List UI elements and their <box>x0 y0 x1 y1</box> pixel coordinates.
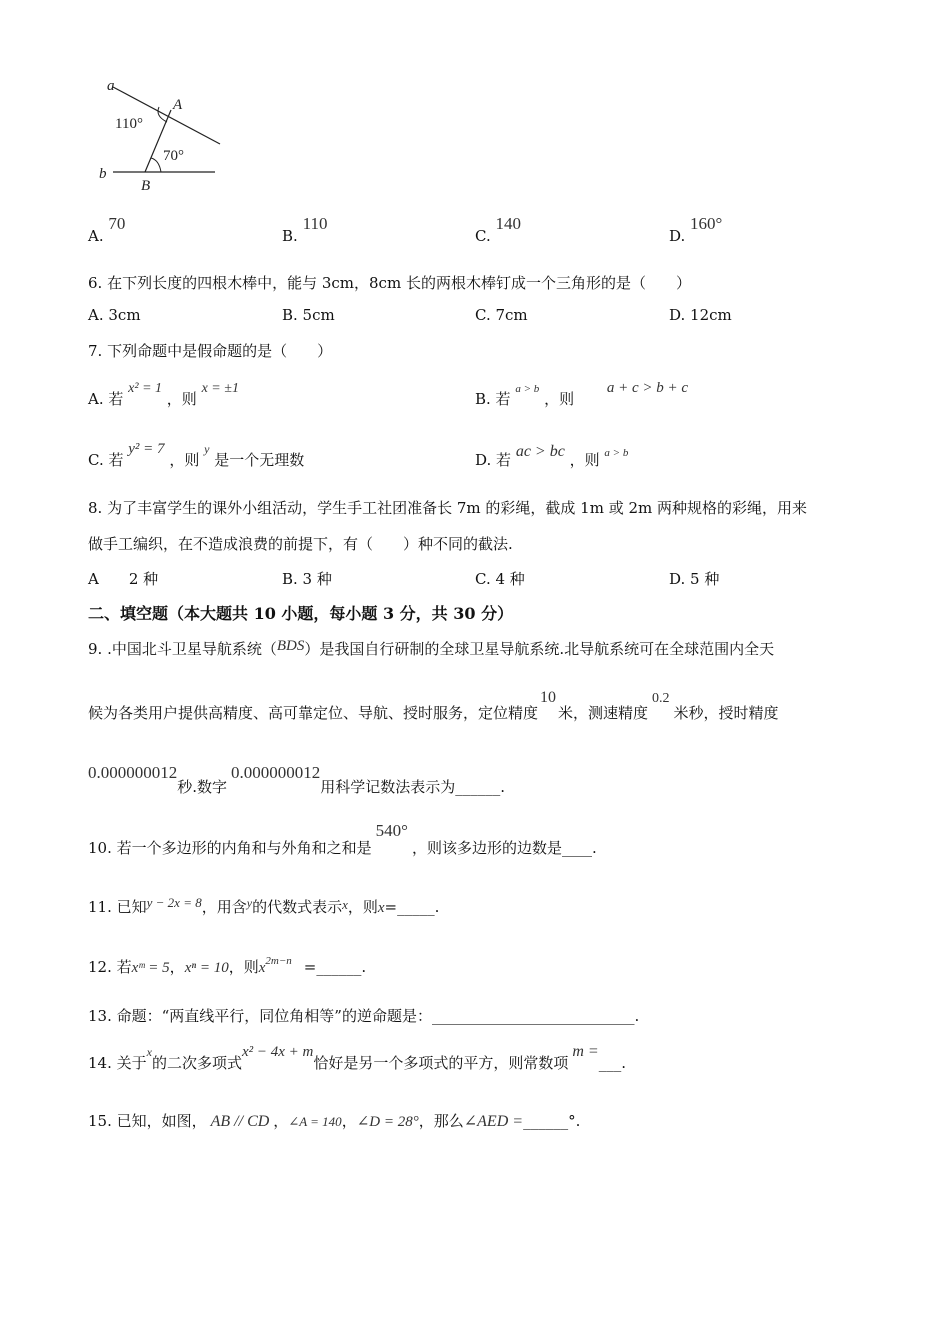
q9-l1-a: 9. .中国北斗卫星导航系统（ <box>88 640 277 658</box>
q10-a: 10. 若一个多边形的内角和与外角和之和是 <box>88 839 372 857</box>
q14-x: x <box>146 1045 152 1059</box>
q11-a: 11. 已知 <box>88 898 147 916</box>
q14-d: ___. <box>598 1054 627 1072</box>
q9-l2-c: 米秒，授时精度 <box>673 704 779 722</box>
q11-b: ，用含 <box>201 898 247 916</box>
q11-y: y <box>246 896 253 910</box>
q15-b: ， <box>273 1112 289 1130</box>
q14-a: 14. 关于 <box>88 1054 147 1072</box>
q8-option-d[interactable]: D. 5 种 <box>669 570 720 588</box>
q15-angle-aed: ∠AED = <box>463 1113 524 1130</box>
q7-a-mid: ，则 <box>166 390 197 408</box>
q9-l2-b: 米，测速精度 <box>558 704 649 722</box>
q9-line1 <box>88 638 774 659</box>
q5-option-b-letter: B. <box>282 227 298 245</box>
q11-x2: x <box>377 900 385 916</box>
q11-c: 的代数式表示 <box>252 898 343 916</box>
q5-option-c[interactable] <box>475 214 521 245</box>
q7-b-concl: a + c > b + c <box>606 380 689 396</box>
q12-exponent: 2m−n <box>265 955 292 967</box>
q15-angle-a: ∠A = 140 <box>288 1114 342 1129</box>
q10-b: ，则该多边形的边数是____. <box>411 839 597 857</box>
q12-c: ，则 <box>228 958 259 976</box>
q9-precision-02: 0.2 <box>652 691 670 706</box>
q6-option-a[interactable]: A. 3cm <box>88 306 141 324</box>
q7-b-mid: ，则 <box>544 390 575 408</box>
q9-line3 <box>88 762 506 796</box>
section2-heading: 二、填空题（本大题共 10 小题，每小题 3 分，共 30 分） <box>88 604 514 623</box>
q11-d: ，则 <box>347 898 378 916</box>
parallel-lines-figure <box>95 72 235 197</box>
q5-option-d[interactable] <box>669 214 723 245</box>
q15-c: ， <box>341 1112 357 1130</box>
q5-option-c-value: 140 <box>495 214 521 233</box>
angle-70: 70° <box>163 148 184 164</box>
q14-polynomial: x² − 4x + m <box>241 1044 314 1060</box>
q5-option-a[interactable] <box>88 214 126 245</box>
q14-c: 恰好是另一个多项式的平方，则常数项 <box>313 1054 569 1072</box>
q15 <box>88 1110 580 1131</box>
q5-option-c-letter: C. <box>475 227 491 245</box>
q8-option-b[interactable]: B. 3 种 <box>282 570 332 588</box>
q7-c-mid: ，则 <box>169 451 200 469</box>
q9-l2-a: 候为各类用户提供高精度、高可靠定位、导航、授时服务，定位精度 <box>88 704 539 722</box>
q13: 13. 命题：“两直线平行，同位角相等”的逆命题是：___________________________. <box>88 1007 640 1025</box>
q12-d: =______. <box>303 958 367 976</box>
q7-a-cond: x² = 1 <box>128 381 163 396</box>
q12-a: 12. 若 <box>88 958 132 976</box>
q15-d: ，那么 <box>418 1112 464 1130</box>
q8-option-c[interactable]: C. 4 种 <box>475 570 525 588</box>
q8-line1: 8. 为了丰富学生的课外小组活动，学生手工社团准备长 7m 的彩绳，截成 1m 或 2m 两种规格的彩绳，用来 <box>88 499 807 517</box>
angle-110: 110° <box>115 116 143 132</box>
q7-d-mid: ，则 <box>569 451 600 469</box>
q9-number-2: 0.000000012 <box>231 763 321 782</box>
q11-e: =_____. <box>384 898 440 916</box>
q11-equation: y − 2x = 8 <box>146 895 202 910</box>
q14-m: m = <box>572 1043 599 1060</box>
q7-d-prefix: D. 若 <box>475 451 512 469</box>
q12-x: x <box>258 960 266 976</box>
angle-arc-B <box>151 158 161 172</box>
q11 <box>88 896 439 917</box>
q14-b: 的二次多项式 <box>151 1054 242 1072</box>
q9-l3-b: 用科学记数法表示为______. <box>320 778 506 796</box>
q5-option-d-letter: D. <box>669 227 686 245</box>
q7-option-d[interactable] <box>475 440 629 469</box>
q6-stem: 6. 在下列长度的四根木棒中，能与 3cm，8cm 长的两根木棒钉成一个三角形的是（ ） <box>88 274 691 292</box>
q7-d-cond: ac > bc <box>515 443 565 460</box>
q15-a: 15. 已知，如图， <box>88 1112 207 1130</box>
label-a: a <box>107 78 115 94</box>
q7-option-a[interactable] <box>88 376 239 408</box>
q6-option-c[interactable]: C. 7cm <box>475 306 528 324</box>
q5-option-a-letter: A. <box>88 227 104 245</box>
q8-option-a[interactable]: A 2 种 <box>88 570 159 588</box>
q7-b-cond: a > b <box>515 383 540 395</box>
q7-c-cond: y² = 7 <box>128 441 165 457</box>
q10-540: 540° <box>375 821 408 840</box>
q7-option-b[interactable] <box>475 376 689 408</box>
q12-xn: xⁿ = 10 <box>184 960 229 976</box>
q15-e: ______°. <box>523 1112 581 1130</box>
q11-x1: x <box>342 897 348 912</box>
q5-option-b[interactable] <box>282 214 328 245</box>
q7-option-c[interactable] <box>88 437 305 469</box>
q7-c-var: y <box>204 442 210 456</box>
label-A: A <box>173 97 183 113</box>
q5-option-a-value: 70 <box>108 214 126 233</box>
q6-option-d[interactable]: D. 12cm <box>669 306 732 324</box>
q14 <box>88 1040 627 1072</box>
label-B: B <box>141 178 151 194</box>
q8-line2: 做手工编织，在不造成浪费的前提下，有（ ）种不同的截法. <box>88 535 513 553</box>
label-b: b <box>99 166 107 182</box>
q12-xm: xᵐ = 5 <box>131 960 170 976</box>
q7-c-prefix: C. 若 <box>88 451 124 469</box>
q9-bds: BDS <box>276 638 305 654</box>
q9-l3-a: 秒.数字 <box>177 778 228 796</box>
q7-a-prefix: A. 若 <box>88 390 124 408</box>
q15-angle-d: ∠D = 28° <box>356 1114 419 1130</box>
q9-l1-b: ）是我国自行研制的全球卫星导航系统.北导航系统可在全球范围内全天 <box>304 640 775 658</box>
q9-line2 <box>88 686 779 722</box>
q7-b-prefix: B. 若 <box>475 390 511 408</box>
q15-parallel: AB // CD <box>210 1113 270 1130</box>
q7-d-concl: a > b <box>604 447 629 459</box>
q9-precision-10: 10 <box>540 689 557 706</box>
q6-option-b[interactable]: B. 5cm <box>282 306 335 324</box>
q5-option-d-value: 160° <box>690 214 723 233</box>
q9-number-1: 0.000000012 <box>88 763 178 782</box>
q7-c-suffix: 是一个无理数 <box>214 451 305 469</box>
q12-b: ， <box>169 958 185 976</box>
q12 <box>88 956 366 977</box>
q7-a-concl: x = ±1 <box>201 381 239 396</box>
q10 <box>88 820 597 857</box>
q5-option-b-value: 110 <box>302 214 328 233</box>
q7-stem: 7. 下列命题中是假命题的是（ ） <box>88 342 333 360</box>
